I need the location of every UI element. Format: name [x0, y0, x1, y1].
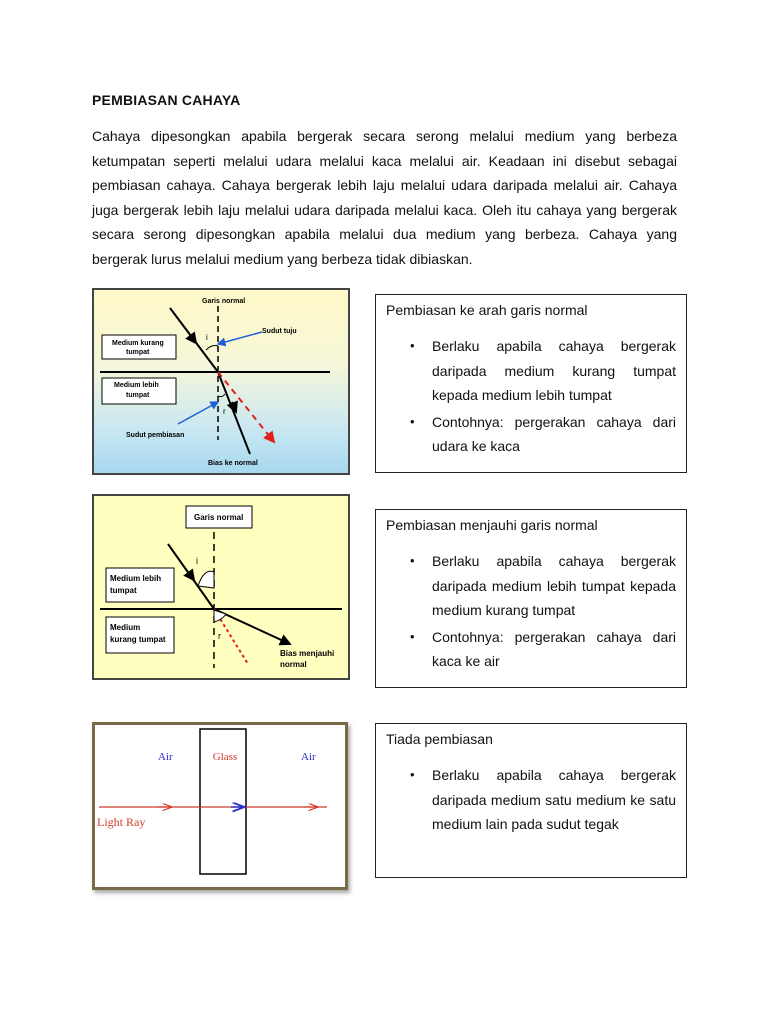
item-line: medium kurang tumpat — [432, 602, 576, 618]
item-line: daripada medium kurang tumpat — [432, 362, 676, 379]
info-list — [386, 549, 676, 676]
intro-paragraph — [92, 124, 677, 271]
sudut-tuju-label: Sudut tuju — [262, 328, 297, 335]
medium-kurang-label-2: tumpat — [126, 349, 150, 356]
info-heading: Pembiasan menjauhi garis normal — [386, 517, 598, 533]
medium-lebih-label: Medium lebih — [114, 382, 159, 389]
item-line: Contohnya: pergerakan cahaya dari — [432, 413, 676, 430]
r-label: r — [218, 631, 221, 641]
bias-ke-normal-label: Bias ke normal — [208, 460, 258, 467]
info-heading: Tiada pembiasan — [386, 731, 493, 747]
info-box-toward-normal — [375, 294, 687, 473]
air-right-label: Air — [301, 751, 316, 763]
sudut-pembiasan-label: Sudut pembiasan — [126, 432, 185, 439]
diagram-no-refraction — [92, 722, 348, 890]
garis-normal-label: Garis normal — [202, 298, 246, 305]
diagram-svg — [94, 290, 348, 473]
bullet: • — [410, 767, 415, 782]
medium-lebih-label-2: tumpat — [110, 586, 137, 595]
intro-line: secara serong dipesongkan apabila melalui dua medium yang berbeza. Cahaya yang — [92, 226, 677, 242]
i-label: i — [206, 333, 208, 342]
r-label: r — [223, 407, 226, 416]
info-box-away-from-normal — [375, 509, 687, 688]
info-heading: Pembiasan ke arah garis normal — [386, 302, 588, 318]
item-line: medium lain pada sudut tegak — [432, 816, 619, 832]
item-line: udara ke kaca — [432, 438, 520, 454]
list-item — [386, 763, 676, 837]
item-line: Berlaku apabila cahaya bergerak — [432, 338, 676, 354]
glass-label: Glass — [212, 751, 238, 763]
item-line: kepada medium lebih tumpat — [432, 387, 612, 403]
diagram-refraction-away-from-normal — [92, 494, 350, 680]
intro-line: juga bergerak lebih laju melalui udara daripada melalui kaca. Oleh itu cahaya yang bergerak — [92, 201, 677, 218]
undeviated-path — [218, 372, 274, 442]
bullet: • — [410, 628, 415, 644]
diagram-svg — [95, 725, 345, 887]
bullet: • — [410, 553, 415, 568]
garis-normal-label: Garis normal — [194, 513, 244, 522]
diagram-refraction-toward-normal — [92, 288, 350, 475]
diagram-svg — [94, 496, 348, 678]
sudut-pembiasan-arrow — [178, 402, 218, 424]
sudut-tuju-arrow — [218, 332, 262, 344]
intro-line: pembiasan cahaya. Cahaya bergerak lebih laju melalui udara daripada melalui air. Cahaya — [92, 177, 677, 193]
medium-lebih-label-2: tumpat — [126, 392, 150, 399]
info-list — [386, 763, 676, 839]
air-left-label: Air — [158, 751, 173, 763]
bullet: • — [410, 413, 415, 429]
page-title: PEMBIASAN CAHAYA — [92, 92, 241, 108]
info-list — [386, 334, 676, 461]
list-item — [386, 549, 676, 623]
item-line: Berlaku apabila cahaya bergerak — [432, 767, 676, 783]
item-line: daripada medium lebih tumpat kepada — [432, 577, 676, 594]
intro-line: bergerak lurus melalui medium yang berbeza tidak dibiaskan. — [92, 250, 473, 267]
medium-lebih-label: Medium lebih — [110, 574, 162, 583]
item-line: Berlaku apabila cahaya bergerak — [432, 553, 676, 569]
list-item — [386, 410, 676, 459]
bias-menjauhi-label-2: normal — [280, 660, 307, 669]
list-item — [386, 334, 676, 408]
medium-kurang-label: Medium — [110, 623, 141, 632]
medium-kurang-label: Medium kurang — [112, 340, 164, 347]
bullet: • — [410, 338, 415, 353]
bias-menjauhi-label: Bias menjauhi — [280, 649, 335, 658]
medium-kurang-label-2: kurang tumpat — [110, 635, 166, 644]
intro-line: Cahaya dipesongkan apabila bergerak secara serong melalui medium yang berbeza — [92, 128, 677, 144]
item-line: Contohnya: pergerakan cahaya dari — [432, 628, 676, 645]
intro-line: ketumpatan seperti melalui udara melalui kaca melalui air. Keadaan ini disebut sebagai — [92, 152, 677, 169]
light-ray-label: Light Ray — [97, 815, 146, 829]
i-label: i — [196, 556, 198, 566]
item-line: daripada medium satu medium ke satu — [432, 791, 676, 808]
item-line: kaca ke air — [432, 653, 500, 669]
list-item — [386, 625, 676, 674]
info-box-no-refraction — [375, 723, 687, 878]
